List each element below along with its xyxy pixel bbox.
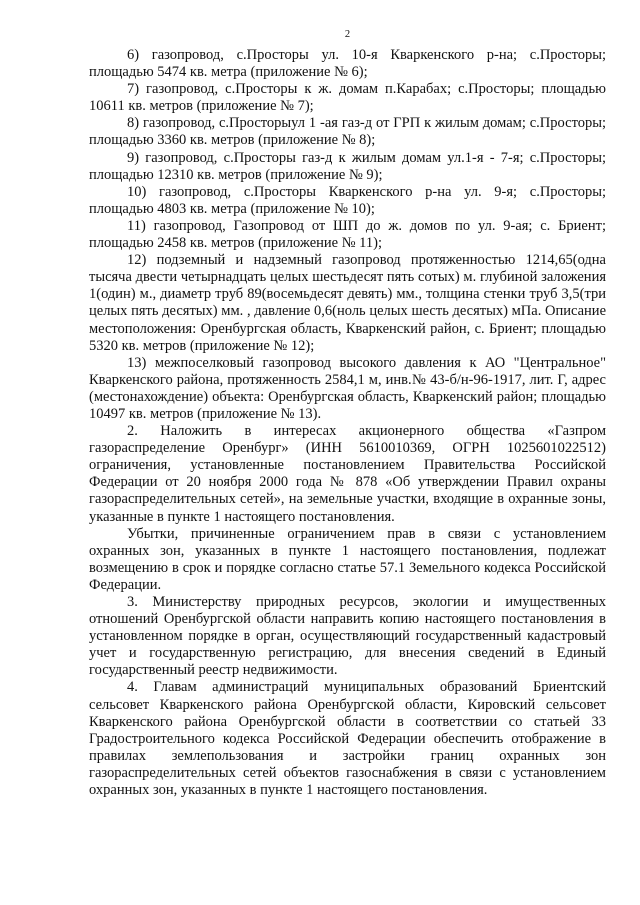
paragraph-damages: Убытки, причиненные ограничением прав в связи с установлением охранных зон, указанных в пункте 1 настоящего постановления, подлежат возмещению в срок и порядке согласно статье 57.1 Земельного кодекса Российской Федерации.: [89, 525, 606, 593]
paragraph-clause-4: 4. Главам администраций муниципальных образований Бриентский сельсовет Кваркенского района Оренбургской области, Кировский сельсовет Кваркенского района Оренбургской области в соответствии со статьей 33 Градостроительного кодекса Российской Федерации обеспечить отображение в правилах землепользования и застройки границ охранных зон газораспределительных сетей объектов газоснабжения в связи с установлением охранных зон, указанных в пункте 1 настоящего постановления.: [89, 679, 606, 799]
paragraph-item-9: 9) газопровод, с.Просторы газ-д к жилым домам ул.1-я - 7-я; с.Просторы; площадью 12310 кв. метров (приложение № 9);: [89, 149, 606, 183]
paragraph-item-11: 11) газопровод, Газопровод от ШП до ж. домов по ул. 9-ая; с. Бриент; площадью 2458 кв. метров (приложение № 11);: [89, 217, 606, 252]
paragraph-item-8: 8) газопровод, с.Просторыул 1 -ая газ-д от ГРП к жилым домам; с.Просторы; площадью 3360 кв. метров (приложение № 8);: [89, 115, 606, 149]
page-number: 2: [344, 29, 351, 40]
paragraph-item-12: 12) подземный и надземный газопровод протяженностью 1214,65(одна тысяча двести четырнадцать целых шестьдесят пять сотых) м. глубиной заложения 1(один) м., диаметр труб 89(восемьдесят девять) мм., толщина стенки труб 3,5(три целых пять десятых) мм. , давление 0,6(ноль целых шесть десятых) мПа. Описание местоположения: Оренбургская область, Кваркенский район, с. Бриент; площадью 5320 кв. метров (приложение № 12);: [89, 252, 606, 354]
paragraph-item-10: 10) газопровод, с.Просторы Кваркенского р-на ул. 9-я; с.Просторы; площадью 4803 кв. метра (приложение № 10);: [89, 183, 606, 217]
paragraph-item-13: 13) межпоселковый газопровод высокого давления к АО "Центральное" Кваркенского района, протяженность 2584,1 м, инв.№ 43-б/н-96-1917, лит. Г, адрес (местонахождение) объекта: Оренбургская область, Кваркенский район; площадью 10497 кв. метров (приложение № 13).: [89, 354, 606, 422]
paragraph-clause-3: 3. Министерству природных ресурсов, экологии и имущественных отношений Оренбургской области направить копию настоящего постановления в установленном порядке в орган, осуществляющий государственный кадастровый учет и государственную регистрацию, для внесения сведений в Единый государственный реестр недвижимости.: [89, 594, 606, 679]
paragraph-item-6: 6) газопровод, с.Просторы ул. 10-я Кваркенского р-на; с.Просторы; площадью 5474 кв. метра (приложение № 6);: [89, 47, 606, 81]
paragraph-item-7: 7) газопровод, с.Просторы к ж. домам п.Карабах; с.Просторы; площадью 10611 кв. метров (приложение № 7);: [89, 81, 606, 115]
paragraph-clause-2: 2. Наложить в интересах акционерного общества «Газпром газораспределение Оренбург» (ИНН 5610010369, ОГРН 1025601022512) ограничения, установленные постановлением Правительства Российской Федерации от 20 ноября 2000 года № 878 «Об утверждении Правил охраны газораспределительных сетей», на земельные участки, входящие в охранные зоны, указанные в пункте 1 настоящего постановления.: [89, 423, 606, 525]
